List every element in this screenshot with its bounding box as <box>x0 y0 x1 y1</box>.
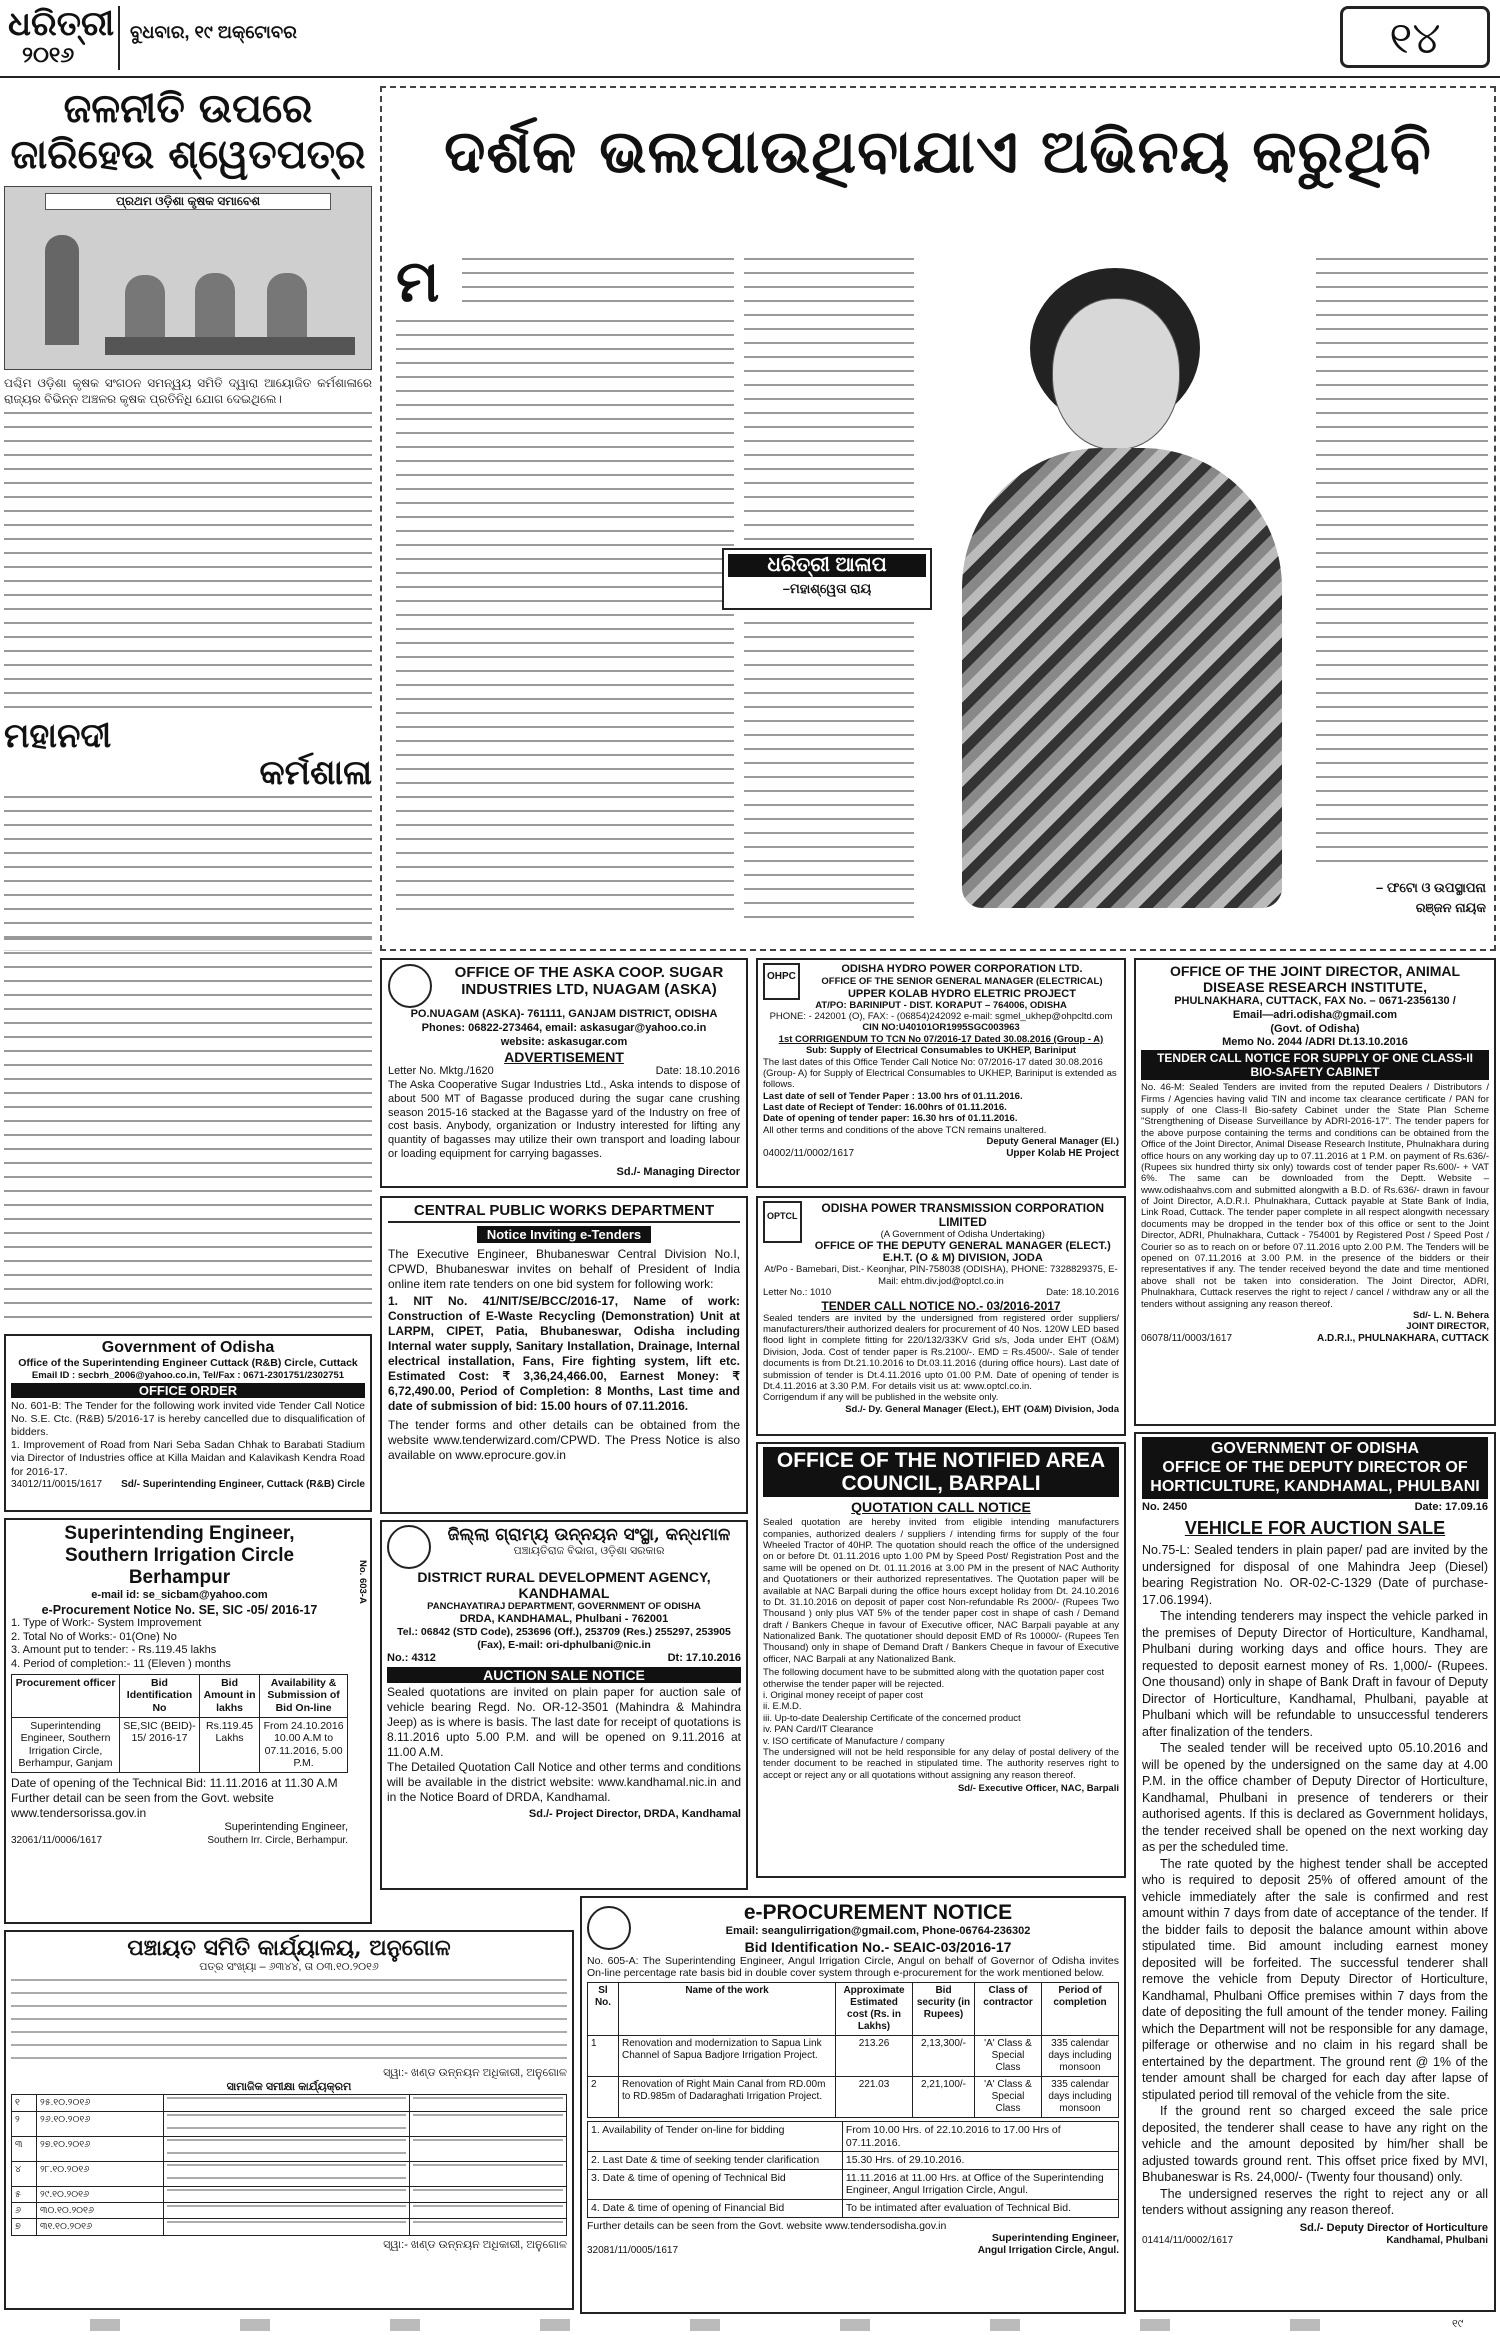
angul-col-header: Period of completion <box>1042 1982 1119 2035</box>
adri-ref: 06078/11/0003/1617 <box>1141 1332 1233 1344</box>
angul-cell: 213.26 <box>836 2035 913 2076</box>
drda-sub: PANCHAYATIRAJ DEPARTMENT, GOVERNMENT OF ODISHA <box>427 1601 701 1613</box>
optcl-body: Sealed tenders are invited by the undersigned from registered order suppliers/ manufacturers/their authorized dealers for procurement of 40 Nos. 120W LED based flood light in complete fitting for 220/132/33KV Grid s/s, Joda under EHT (O&M) Division, Joda. Cost of tender paper is Rs.2100/-. EMD = Rs.4500/-. Sale of tender documents is from Dt.21.10.2016 to Dt.03.11.2016 (during office hours). Last date of submission of tender is Dt.4.11.2016 upto 01.00 P.M. Date of opening of tender is Dt.4.11.2016 at 3.30 P.M. For details visit us at: www.optcl.co.in. <box>763 1312 1119 1392</box>
aska-logo-icon <box>388 964 432 1008</box>
sic-title-2: Southern Irrigation Circle <box>64 1545 295 1566</box>
ohpc-sign-2: Upper Kolab HE Project <box>1006 1147 1119 1159</box>
samiti-cell <box>410 2161 567 2186</box>
adri-body: No. 46-M: Sealed Tenders are invited from the reputed Dealers / Distributors / Firms / Agencies having valid TIN and income tax clearance certificate / PAN for supply of one Class-II Bio-safety Cabinet under the State Plan Scheme "Strengthening of Disease Surveillance by ADRI-2016-17". The tender papers for the above purpose containing the terms and conditions can be obtained from the Office of the Joint Director, Animal Disease Research Institute, Phulnakhara during office hours on any working day up to 07.11.2016 at 1 P.M. on payment of Rs.636/- (Rupees six hundred thirty six only) towards cost of tender paper Rs.600/- + VAT 6%. The same can be downloaded from the Deptt. Website – www.odishaahvs.com and submitted alongwith a B.D. of Rs.636/- drawn in favour of Joint Director, A.D.R.I. Phulnakhara, Cuttack payable at State Bank of India, Link Road, Cuttack. The tender paper complete in all respect alongwith necessary documents may be dropped in the tender box of this office or sent to the Joint Director, ADRI, Phulnakhara, Cuttack - 754001 by Registered Post / Speed Post / Courier so as to reach on or before 07.11.2016 upto 2.00 P.M. The Tenders will be opened on 07.11.2016 at 3.00 P.M. in the presence of the bidders or their representatives if any. The tender received beyond the date and time mentioned above shall not be taken into consideration. The Joint Director, ADRI, Phulnakhara, Cuttack reserves the right to reject / cancel / withdraw any or all the tenders without assigning any reason thereof. <box>1141 1082 1489 1310</box>
samiti-cell <box>164 2203 410 2219</box>
sic-cell: Superintending Engineer, Southern Irrigation Circle, Berhampur, Ganjam <box>12 1717 120 1772</box>
table-row <box>12 2111 567 2136</box>
samiti-date: ୨୫.୧୦.୨୦୧୬ <box>37 2095 164 2111</box>
table-row <box>588 2121 1119 2151</box>
samiti-sl: ୧ <box>12 2095 37 2111</box>
nac-body: Sealed quotation are hereby invited from eligible intending manufacturers companies, authorized dealers / suppliers / intending firms for supply of the four Wheeled Tractor of 40HP. The quotation should reach the office of the undersigned on or before Dt. 01.11.2016 upto 1.00 PM by Speed Post/ Registration Post and the same will be opened on Dt. 01.11.2016 at 3.00 PM in the present of NAC Authority and Quotationers or their authorized representatives. The Quotation paper will be available at NAC Barpali during the office hours except holiday from Dt. 24.10.2016 to Dt. 31.10.2016 on deposit of paper cost Non-refundable Rs 2000/- (Rupees Two Thousand ) only plus VAT 5% of the tender paper cost in shape of cash / Demand draft / Bankers Cheque in favour of Executive officer, NAC Barpali payable at any Nationalized Bank. The quotationer should deposit EMD of Rs 10000/- (Rupees Ten Thousand) only in shape of Demand Draft / Bankers Cheque in favour of Executive officer, NAC Barpali at any Nationalized Bank. <box>763 1517 1119 1665</box>
masthead-divider <box>118 6 120 70</box>
angul-cell: 335 calendar days including monsoon <box>1042 2035 1119 2076</box>
drda-heading: AUCTION SALE NOTICE <box>387 1667 741 1683</box>
table-row <box>12 2186 567 2202</box>
sic-side-number: No. 603-A <box>357 1560 368 1604</box>
samiti-cell <box>164 2161 410 2186</box>
feature-headline: ଦର୍ଶକ ଭଲପାଉଥିବାଯାଏ ଅଭିନୟ କରୁଥିବି <box>444 117 1432 187</box>
rb-title: Government of Odisha <box>101 1339 275 1356</box>
left-text-continued <box>4 938 372 1328</box>
horti-body-6: The undersigned reserves the right to reject any or all tenders without assigning any reason thereof. <box>1142 2186 1488 2218</box>
nac-sign: Sd/- Executive Officer, NAC, Barpali <box>957 1783 1119 1795</box>
ohpc-line-1: Last date of sell of Tender Paper : 13.00 hrs of 01.11.2016. <box>763 1090 1023 1102</box>
rb-sign: Sd/- Superintending Engineer, Cuttack (R&B) Circle <box>121 1478 365 1490</box>
table-row <box>12 2219 567 2235</box>
samiti-sl: ୭ <box>12 2219 37 2235</box>
ohpc-logo-icon: OHPC <box>763 963 800 1000</box>
adri-email: Email—adri.odisha@gmail.com <box>1232 1008 1398 1021</box>
samiti-date: ୨୬.୧୦.୨୦୧୬ <box>37 2111 164 2136</box>
samiti-cell <box>410 2186 567 2202</box>
drda-no: No.: 4312 <box>387 1651 436 1664</box>
nac-item-2: ii. E.M.D. <box>763 1701 802 1713</box>
ohpc-line-3: Date of opening of tender paper: 16.30 hrs of 01.11.2016. <box>763 1113 1018 1125</box>
horti-body-5: If the ground rent so charged exceed the sale price deposited, the tenderer shall cease to have any right on the vehicle and the amount deposited by him/her shall be adjusted towards ground rent. This offset price fixed by MVI, Bhubaneswar is Rs. 24,000/- (Twenty four thousand) only. <box>1142 2104 1488 2185</box>
angul-table <box>587 1982 1119 2118</box>
angul-ref: 32081/11/0005/1617 <box>587 2244 679 2256</box>
aska-date: Date: 18.10.2016 <box>655 1065 740 1078</box>
samiti-sl: ୫ <box>12 2186 37 2202</box>
samiti-cell <box>410 2095 567 2111</box>
angul-body: No. 605-A: The Superintending Engineer, Angul Irrigation Circle, Angul on behalf of Governor of Odisha invites On-line percentage rate basis bid in double cover system through e-procurement for the work mentioned below. <box>587 1954 1119 1980</box>
sic-table <box>11 1674 348 1773</box>
ohpc-sign: Deputy General Manager (El.) <box>986 1136 1119 1148</box>
angul-schedule-key: 1. Availability of Tender on-line for bidding <box>588 2121 843 2151</box>
sic-cell: From 24.10.2016 10.00 A.M to 07.11.2016, 5.00 P.M. <box>260 1717 348 1772</box>
masthead-logo: ଧରିତ୍ରୀ <box>8 4 115 44</box>
optcl-address: At/Po - Bamebari, Dist.- Keonjhar, PIN-758038 (ODISHA), PHONE: 7328829375, E-Mail: ehtm.div.jod@optcl.co.in <box>764 1264 1118 1287</box>
angul-sub: Email: seangulirrigation@gmail.com, Phone-06764-236302 <box>725 1925 1031 1937</box>
samiti-sl: ୨ <box>12 2111 37 2136</box>
ohpc-line-4: All other terms and conditions of the above TCN remains unaltered. <box>763 1124 1047 1136</box>
drda-body: Sealed quotations are invited on plain paper for auction sale of vehicle bearing Regd. No. OR-12-3501 (Mahindra & Mahindra Jeep) as is where is basis. The last date for receipt of quotations is 8.11.2016 upto 5.00 P.M. and will be opened on 9.11.2016 at 11.00 A.M. <box>387 1685 741 1760</box>
aska-sign: Sd./- Managing Director <box>616 1165 740 1178</box>
drda-address: DRDA, KANDHAMAL, Phulbani - 762001 <box>459 1612 669 1625</box>
horti-ref: 01414/11/0002/1617 <box>1142 2235 1234 2247</box>
samiti-date: ୩୧.୧୦.୨୦୧୬ <box>37 2219 164 2235</box>
angul-logo-icon <box>587 1906 631 1950</box>
drda-date: Dt: 17.10.2016 <box>667 1651 741 1664</box>
angul-cell: 'A' Class & Special Class <box>975 2035 1042 2076</box>
ad-nac-barpali <box>756 1442 1126 1878</box>
drda-tel: Tel.: 06842 (STD Code), 253696 (Off.), 253709 (Res.) 255297, 253905 (Fax), E-mail: ori-dphulbani@nic.in <box>397 1626 731 1651</box>
rb-email: Email ID : secbrh_2006@yahoo.co.in, Tel/Fax : 0671-2301751/2302751 <box>31 1369 345 1381</box>
optcl-corrigendum: Corrigendum if any will be published in the website only. <box>763 1392 999 1404</box>
adri-sign: Sd/- L. N. Behera <box>1412 1310 1489 1321</box>
cpwd-heading: Notice Inviting e-Tenders <box>477 1226 651 1243</box>
optcl-heading: TENDER CALL NOTICE NO.- 03/2016-2017 <box>821 1298 1061 1313</box>
horti-body: No.75-L: Sealed tenders in plain paper/ pad are invited by the undersigned for disposal of one Mahindra Jeep (Diesel) bearing Registration No. OR-02-C-1329 (Date of purchase- 17.06.1994). <box>1142 1543 1488 1607</box>
feature-photo <box>922 258 1312 908</box>
sic-email: e-mail id: se_sicbam@yahoo.com <box>91 1589 268 1601</box>
ohpc-body: The last dates of this Office Tender Call Notice No: 07/2016-17 dated 30.08.2016 (Group- A) for Supply of Electrical Consumables to UKHEP, Bariniput is extended as follows. <box>763 1056 1117 1091</box>
angul-bid: Bid Identification No.- SEAIC-03/2016-17 <box>744 1938 1012 1955</box>
sic-heading: e-Procurement Notice No. SE, SIC -05/ 2016-17 <box>41 1602 318 1617</box>
drda-title-oriya: ଜିଲ୍ଲା ଗ୍ରାମ୍ୟ ଉନ୍ନୟନ ସଂସ୍ଥା, କନ୍ଧମାଳ <box>447 1525 731 1545</box>
optcl-date: Date: 18.10.2016 <box>1046 1287 1119 1299</box>
nac-heading: QUOTATION CALL NOTICE <box>851 1499 1031 1516</box>
horti-sign: Sd./- Deputy Director of Horticulture <box>1299 2221 1488 2234</box>
angul-cell: 335 calendar days including monsoon <box>1042 2076 1119 2117</box>
table-silhouette <box>105 337 355 355</box>
rb-item: 1. Improvement of Road from Nari Seba Sadan Chhak to Barabati Stadium via Director of Industries office at Killa Maidan and Kalavikash Kendra Road for 2016-17. <box>11 1439 365 1478</box>
samiti-sign: ସ୍ୱା:- ଖଣ୍ଡ ଉନ୍ନୟନ ଅଧିକାରୀ, ଅନୁଗୋଳ <box>383 2238 567 2251</box>
table-row <box>588 2035 1119 2076</box>
adri-heading: TENDER CALL NOTICE FOR SUPPLY OF ONE CLASS-II BIO-SAFETY CABINET <box>1141 1050 1489 1080</box>
cpwd-title: CENTRAL PUBLIC WORKS DEPARTMENT <box>388 1202 740 1223</box>
ad-panchayat-samiti <box>4 1930 574 2310</box>
angul-further: Further details can be seen from the Govt. website www.tendersodisha.gov.in <box>587 2219 947 2232</box>
drda-sign: Sd./- Project Director, DRDA, Kandhamal <box>528 1808 741 1821</box>
optcl-office: OFFICE OF THE DEPUTY GENERAL MANAGER (ELECT.) <box>814 1240 1111 1253</box>
table-row <box>12 2203 567 2219</box>
left-headline-2: ଜାରିହେଉ ଶ୍ୱେତପତ୍ର <box>10 131 366 178</box>
person-silhouette <box>125 275 165 345</box>
masthead-rule <box>0 76 1500 78</box>
feature-story <box>380 86 1496 951</box>
page-number: ୧୪ <box>1340 6 1490 68</box>
angul-cell: 2,13,300/- <box>913 2035 975 2076</box>
table-row <box>12 1717 348 1772</box>
person-silhouette <box>267 273 307 345</box>
nac-item-5: v. ISO certificate of Manufacture / company <box>763 1735 945 1747</box>
feature-column-1 <box>396 320 734 920</box>
feature-byline-2: ରଞ୍ଜନ ନାୟକ <box>1415 900 1486 915</box>
horti-body-2: The intending tenderers may inspect the vehicle parked in the premises of Deputy Director of Horticulture, Kandhamal, Phulbani during working days and office hours. They are requested to deposit earnest money of Rs. 1,000/- (Rupees. One thousand) only in shape of Bank Draft in favour of Deputy Director of Horticulture, Kandhamal, Phulbani, payable at Phulbani which will be refundable to unsuccessful tenderers after finalization of the tenders. <box>1142 1609 1488 1739</box>
samiti-table <box>11 2094 567 2236</box>
sic-ref: 32061/11/0006/1617 <box>11 1834 103 1846</box>
left-intro: ପଶ୍ଚିମ ଓଡ଼ିଶା କୃଷକ ସଂଗଠନ ସମନ୍ୱୟ ସମିତି ଦ୍ୱାରା ଆୟୋଜିତ କର୍ମଶାଳାରେ ରାଜ୍ୟର ବିଭିନ୍ନ ଅଞ୍ଚଳର କୃଷକ ପ୍ରତିନିଧି ଯୋଗ ଦେଇଥିଲେ। <box>4 376 372 406</box>
cpwd-body: The Executive Engineer, Bhubaneswar Central Division No.I, CPWD, Bhubaneswar invites on behalf of President of India online item rate tenders on one bid system for following work: <box>388 1247 740 1291</box>
angul-cell: 2,21,100/- <box>913 2076 975 2117</box>
left-text-block <box>4 796 372 951</box>
angul-schedule-key: 4. Date & time of opening of Financial Bid <box>588 2199 843 2217</box>
sic-line-4: 4. Period of completion:- 11 (Eleven ) months <box>11 1658 231 1670</box>
ad-adri <box>1134 958 1496 1426</box>
optcl-logo-icon: OPTCL <box>763 1201 802 1243</box>
feature-column-4 <box>1316 258 1488 868</box>
table-row <box>588 2169 1119 2199</box>
samiti-table-title: ସାମାଜିକ ସମୀକ୍ଷା କାର୍ଯ୍ୟକ୍ରମ <box>226 2080 352 2093</box>
ad-ohpc <box>756 958 1126 1188</box>
sic-line-1: 1. Type of Work:- System Improvement <box>11 1616 202 1629</box>
drda-sub-oriya: ପଞ୍ଚାୟତିରାଜ ବିଭାଗ, ଓଡ଼ିଶା ସରକାର <box>513 1545 665 1557</box>
sic-opening: Date of opening of the Technical Bid: 11.11.2016 at 11.30 A.M <box>11 1775 338 1790</box>
photo-body <box>962 448 1282 908</box>
sic-col-header: Procurement officer <box>12 1674 120 1717</box>
page-footer <box>0 2316 1500 2335</box>
aska-heading: ADVERTISEMENT <box>504 1049 624 1066</box>
horti-title-2: OFFICE OF THE DEPUTY DIRECTOR OF HORTICULTURE, KANDHAMAL, PHULBANI <box>1150 1459 1480 1496</box>
table-row <box>12 1674 348 1717</box>
sic-cell: Rs.119.45 Lakhs <box>199 1717 259 1772</box>
sic-cell: SE,SIC (BEID)- 15/ 2016-17 <box>120 1717 200 1772</box>
table-row <box>12 2095 567 2111</box>
nac-item-3: iii. Up-to-date Dealership Certificate of the concerned product <box>763 1712 1021 1724</box>
adri-sign-3: A.D.R.I., PHULNAKHARA, CUTTACK <box>1316 1332 1489 1344</box>
drda-logo-icon <box>387 1525 431 1569</box>
masthead-date: ବୁଧବାର, ୧୯ ଅକ୍ଟୋବର <box>130 22 297 42</box>
sic-col-header: Bid Identification No <box>120 1674 200 1717</box>
sic-sign-2: Southern Irr. Circle, Berhampur. <box>207 1834 348 1846</box>
angul-schedule-value: From 10.00 Hrs. of 22.10.2016 to 17.00 Hrs of 07.11.2016. <box>842 2121 1118 2151</box>
samiti-cell <box>164 2095 410 2111</box>
sic-line-3: 3. Amount put to tender: - Rs.119.45 lakhs <box>11 1644 217 1657</box>
sic-line-2: 2. Total No of Works:- 01(One) No <box>11 1630 177 1643</box>
left-subhead-2: କର୍ମଶାଳା <box>259 753 372 794</box>
ohpc-phone: PHONE: - 242001 (O), FAX: - (06854)242092 e-mail: sgmel_ukhep@ohpcltd.com <box>769 1010 1113 1022</box>
ohpc-subject: Sub: Supply of Electrical Consumables to UKHEP, Bariniput <box>805 1045 1077 1057</box>
ohpc-cin: CIN NO:U40101OR1995SGC003963 <box>862 1022 1020 1034</box>
rb-body: No. 601-B: The Tender for the following work invited vide Tender Call Notice No. S.E. Ctc. (R&B) 5/2016-17 is hereby cancelled due to disqualification of bidders. <box>11 1399 365 1439</box>
horti-title-1: GOVERNMENT OF ODISHA <box>1210 1440 1419 1457</box>
ad-rb-cuttack <box>4 1334 372 1512</box>
masthead <box>0 0 1500 80</box>
samiti-cell <box>410 2111 567 2136</box>
optcl-letter-no: Letter No.: 1010 <box>763 1287 832 1299</box>
angul-cell: 221.03 <box>836 2076 913 2117</box>
left-story <box>4 86 372 936</box>
angul-sign-2: Angul Irrigation Circle, Angul. <box>977 2244 1119 2256</box>
samiti-date: ୩୦.୧୦.୨୦୧୬ <box>37 2203 164 2219</box>
left-subhead-1: ମହାନଦୀ <box>4 715 112 756</box>
samiti-date: ୨୭.୧୦.୨୦୧୬ <box>37 2136 164 2161</box>
left-headline-1: ଜଳନୀତି ଉପରେ <box>63 85 313 132</box>
angul-cell: 1 <box>588 2035 619 2076</box>
rb-sub: Office of the Superintending Engineer Cuttack (R&B) Circle, Cuttack <box>18 1357 358 1369</box>
rb-heading: OFFICE ORDER <box>11 1383 365 1398</box>
angul-col-header: Approximate Estimated cost (Rs. in Lakhs) <box>836 1982 913 2035</box>
horti-sign-2: Kandhamal, Phulbani <box>1386 2235 1488 2247</box>
cpwd-item: 1. NIT No. 41/NIT/SE/BCC/2016-17, Name of work: Construction of E-Waste Recycling (Demonstration) Unit at LARPM, CIPET, Patia, Bhubaneswar, Odisha including Internal water supply, Sanitary Installation, Drainage, Internal electrical installation, Fans, Fire fighting system, lift etc. Estimated Cost: ₹ 3,36,24,466.00, Earnest Money: ₹ 6,72,490.00, Period of Completion: 8 Months, Last time and date of submission of bid: 15.00 hours of 07.11.2016. <box>388 1294 740 1413</box>
aska-letter-no: Letter No. Mktg./1620 <box>388 1065 494 1078</box>
table-row <box>588 2076 1119 2117</box>
samiti-text-block <box>11 1979 567 2067</box>
sic-further: Further detail can be seen from the Govt. website www.tendersorissa.gov.in <box>11 1790 274 1820</box>
rb-ref: 34012/11/0015/1617 <box>11 1478 103 1490</box>
photo-face <box>1052 298 1180 450</box>
angul-col-header: Bid security (in Rupees) <box>913 1982 975 2035</box>
table-row <box>588 1982 1119 2035</box>
table-row <box>12 2161 567 2186</box>
samiti-sub: ପତ୍ର ସଂଖ୍ୟା – ୬୩୪୪, ତା ୦୩.୧୦.୨୦୧୬ <box>199 1961 379 1973</box>
ad-aska-sugar <box>380 958 748 1188</box>
aska-phones: Phones: 06822-273464, email: askasugar@yahoo.co.in <box>421 1021 707 1034</box>
adri-memo: Memo No. 2044 /ADRI Dt.13.10.2016 <box>1222 1036 1408 1049</box>
angul-schedule-value: 11.11.2016 at 11.00 Hrs. at Office of the Superintending Engineer, Angul Irrigation Circle, Angul. <box>842 2169 1118 2199</box>
table-row <box>588 2152 1119 2170</box>
ad-drda-kandhamal <box>380 1520 748 1890</box>
table-row <box>588 2199 1119 2217</box>
samiti-date: ୨୯.୧୦.୨୦୧୬ <box>37 2186 164 2202</box>
sic-col-header: Bid Amount in lakhs <box>199 1674 259 1717</box>
ohpc-line-2: Last date of Reciept of Tender: 16.00hrs of 01.11.2016. <box>763 1102 1007 1114</box>
samiti-cell <box>164 2111 410 2136</box>
adri-govt: (Govt. of Odisha) <box>1270 1022 1360 1035</box>
color-registration-marks <box>90 2319 1390 2331</box>
angul-col-header: Name of the work <box>619 1982 836 2035</box>
interview-tag <box>722 548 932 610</box>
horti-no: No. 2450 <box>1142 1501 1188 1514</box>
ad-angul-eprocurement <box>580 1896 1126 2314</box>
aska-website: website: askasugar.com <box>500 1035 628 1048</box>
angul-schedule-key: 3. Date & time of opening of Technical Bid <box>588 2169 843 2199</box>
horti-date: Date: 17.09.16 <box>1414 1501 1488 1514</box>
angul-title: e-PROCUREMENT NOTICE <box>743 1901 1013 1924</box>
interview-tag-sub: –ମହାଶ୍ୱେତା ରାୟ <box>782 581 872 596</box>
ohpc-address: AT/PO: BARINIPUT - DIST. KORAPUT – 764006, ODISHA <box>815 999 1067 1011</box>
feature-dropcap: ମ <box>396 247 440 315</box>
nac-title: OFFICE OF THE NOTIFIED AREA COUNCIL, BARPALI <box>763 1447 1119 1497</box>
samiti-cell <box>164 2186 410 2202</box>
left-text-block <box>4 412 372 712</box>
cpwd-footer: The tender forms and other details can be obtained from the website www.tenderwizard.com/CPWD. The Press Notice is also available on www.eprocure.gov.in <box>388 1418 740 1462</box>
sic-title-3: Berhampur <box>128 1567 231 1588</box>
adri-sign-2: JOINT DIRECTOR, <box>1406 1321 1489 1333</box>
samiti-cell <box>410 2136 567 2161</box>
table-row <box>12 2136 567 2161</box>
horti-body-4: The rate quoted by the highest tender shall be accepted who is required to deposit 25% of offered amount of the vehicle immediately after the sale is confirmed and rest amount within 7 days from date of acceptance of the tender. If the bidder fails to deposit the balance amount within above stipulated time. Bid amount including earnest money deposited will be forfeited. The successful tenderer shall remove the vehicle from Deputy Director of Horticulture, Kandhamal, Phulbani Office premises within 7 days from the date of depositing the full amount of the tender money. Failing which the Department will not be responsible for any damage, pilferage or otherwise and no claim in his regard shall be entertained by the department. The ground rent @ 1% of the tender amount shall be charged for each day after lapse of stipulated period till removal of the vehicle from the site. <box>1142 1856 1488 2102</box>
angul-schedule-value: To be intimated after evaluation of Technical Bid. <box>842 2199 1118 2217</box>
angul-schedule <box>587 2121 1119 2218</box>
samiti-date: ୨୮.୧୦.୨୦୧୬ <box>37 2161 164 2186</box>
samiti-cell <box>410 2203 567 2219</box>
ohpc-ref: 04002/11/0002/1617 <box>763 1147 855 1159</box>
aska-address: PO.NUAGAM (ASKA)- 761111, GANJAM DISTRICT, ODISHA <box>410 1008 718 1020</box>
footer-page: ୧୯ <box>1452 2318 1464 2330</box>
nac-item-4: iv. PAN Card/IT Clearance <box>763 1724 874 1736</box>
samiti-sl: ୪ <box>12 2161 37 2186</box>
ad-cpwd <box>380 1196 748 1514</box>
drda-body-2: The Detailed Quotation Call Notice and other terms and conditions will be available in the district website: www.kandhamal.nic.in and in the Notice Board of DRDA, Kandhamal. <box>387 1760 741 1805</box>
angul-cell: 2 <box>588 2076 619 2117</box>
samiti-cell <box>164 2219 410 2235</box>
person-silhouette <box>195 273 235 345</box>
aska-body: The Aska Cooperative Sugar Industries Ltd., Aska intends to dispose of about 500 MT of Bagasse produced during the sugar cane crushing season 2015-16 stacked at the Bagasse yard of the Industry on free of cost basis. Anybody, organization or Industry interested for lifting any quantity of bagasses may utilize their own transport and loading labour or loading equipment for carrying bagasses. <box>388 1079 740 1160</box>
angul-col-header: Class of contractor <box>975 1982 1042 2035</box>
ad-horticulture <box>1134 1432 1496 2312</box>
adri-address: PHULNAKHARA, CUTTACK, FAX No. – 0671-2356130 / <box>1174 995 1456 1008</box>
samiti-cell <box>410 2219 567 2235</box>
ohpc-title: ODISHA HYDRO POWER CORPORATION LTD. <box>841 963 1083 975</box>
ohpc-sub: OFFICE OF THE SENIOR GENERAL MANAGER (ELECTRICAL) <box>821 976 1103 988</box>
interview-tag-title: ଧରିତ୍ରୀ ଆଳାପ <box>728 554 926 577</box>
samiti-title: ପଞ୍ଚାୟତ ସମିତି କାର୍ଯ୍ୟାଳୟ, ଅନୁଗୋଳ <box>127 1935 451 1961</box>
nac-item-1: i. Original money receipt of paper cost <box>763 1690 923 1702</box>
angul-sign: Superintending Engineer, <box>991 2232 1119 2245</box>
nac-list-intro: The following document have to be submitted along with the quotation paper cost otherwise the tender paper will be rejected. <box>763 1667 1105 1690</box>
angul-cell: Renovation and modernization to Sapua Link Channel of Sapua Badjore Irrigation Project. <box>619 2035 836 2076</box>
optcl-sign: Sd./- Dy. General Manager (Elect.), EHT (O&M) Division, Joda <box>845 1403 1119 1415</box>
aska-title: OFFICE OF THE ASKA COOP. SUGAR INDUSTRIES LTD, NUAGAM (ASKA) <box>454 964 724 999</box>
angul-cell: 'A' Class & Special Class <box>975 2076 1042 2117</box>
ad-southern-irrigation <box>4 1518 372 1924</box>
ohpc-corrigendum: 1st CORRIGENDUM TO TCN No 07/2016-17 Dated 30.08.2016 (Group - A) <box>778 1033 1104 1045</box>
ad-optcl <box>756 1196 1126 1436</box>
samiti-sl: ୩ <box>12 2136 37 2161</box>
sic-sign: Superintending Engineer, <box>224 1820 348 1833</box>
feature-column-1 <box>462 258 734 314</box>
angul-schedule-value: 15.30 Hrs. of 29.10.2016. <box>842 2152 1118 2170</box>
masthead-year: ୨୦୧୬ <box>22 42 75 68</box>
sic-title-1: Superintending Engineer, <box>64 1523 295 1544</box>
horti-body-3: The sealed tender will be received upto 05.10.2016 and will be opened by the undersigned on the same day at 4.00 P.M. in the office chamber of Deputy Director of Horticulture, Kandhamal, Phulbani in presence of tenderers or their authorised agents. If this is declared as Government holidays, the tender received shall be opened on the next working day as per the scheduled time. <box>1142 1741 1488 1855</box>
angul-cell: Renovation of Right Main Canal from RD.00m to RD.985m of Dadaraghati Irrigation Project. <box>619 2076 836 2117</box>
left-photo-banner: ପ୍ରଥମ ଓଡ଼ିଶା କୃଷକ ସମାବେଶ <box>45 193 331 210</box>
ohpc-unit: UPPER KOLAB HYDRO ELETRIC PROJECT <box>847 987 1076 1000</box>
angul-col-header: Sl No. <box>588 1982 619 2035</box>
drda-title: DISTRICT RURAL DEVELOPMENT AGENCY, KANDHAMAL <box>417 1569 711 1602</box>
optcl-title: ODISHA POWER TRANSMISSION CORPORATION LIMITED <box>821 1201 1105 1229</box>
sic-col-header: Availability & Submission of Bid On-line <box>260 1674 348 1717</box>
samiti-sign-top: ସ୍ୱା:- ଖଣ୍ଡ ଉନ୍ନୟନ ଅଧିକାରୀ, ଅନୁଗୋଳ <box>383 2066 567 2079</box>
optcl-sub: (A Government of Odisha Undertaking) <box>880 1229 1045 1240</box>
feature-byline-1: – ଫଟୋ ଓ ଉପସ୍ଥାପନା <box>1376 880 1486 895</box>
angul-schedule-key: 2. Last Date & time of seeking tender clarification <box>588 2152 843 2170</box>
person-silhouette <box>45 235 79 345</box>
horti-heading: VEHICLE FOR AUCTION SALE <box>1184 1518 1446 1539</box>
adri-title: OFFICE OF THE JOINT DIRECTOR, ANIMAL DISEASE RESEARCH INSTITUTE, <box>1169 963 1461 996</box>
samiti-sl: ୬ <box>12 2203 37 2219</box>
nac-note: The undersigned will not be held responsible for any delay of postal delivery of the tender document to be reached in stipulated time. The authority reserves right to accept or reject any or all quotations without assigning any reason thereof. <box>763 1747 1119 1781</box>
samiti-cell <box>164 2136 410 2161</box>
left-photo <box>4 186 372 370</box>
optcl-unit: E.H.T. (O & M) DIVISION, JODA <box>882 1252 1043 1265</box>
